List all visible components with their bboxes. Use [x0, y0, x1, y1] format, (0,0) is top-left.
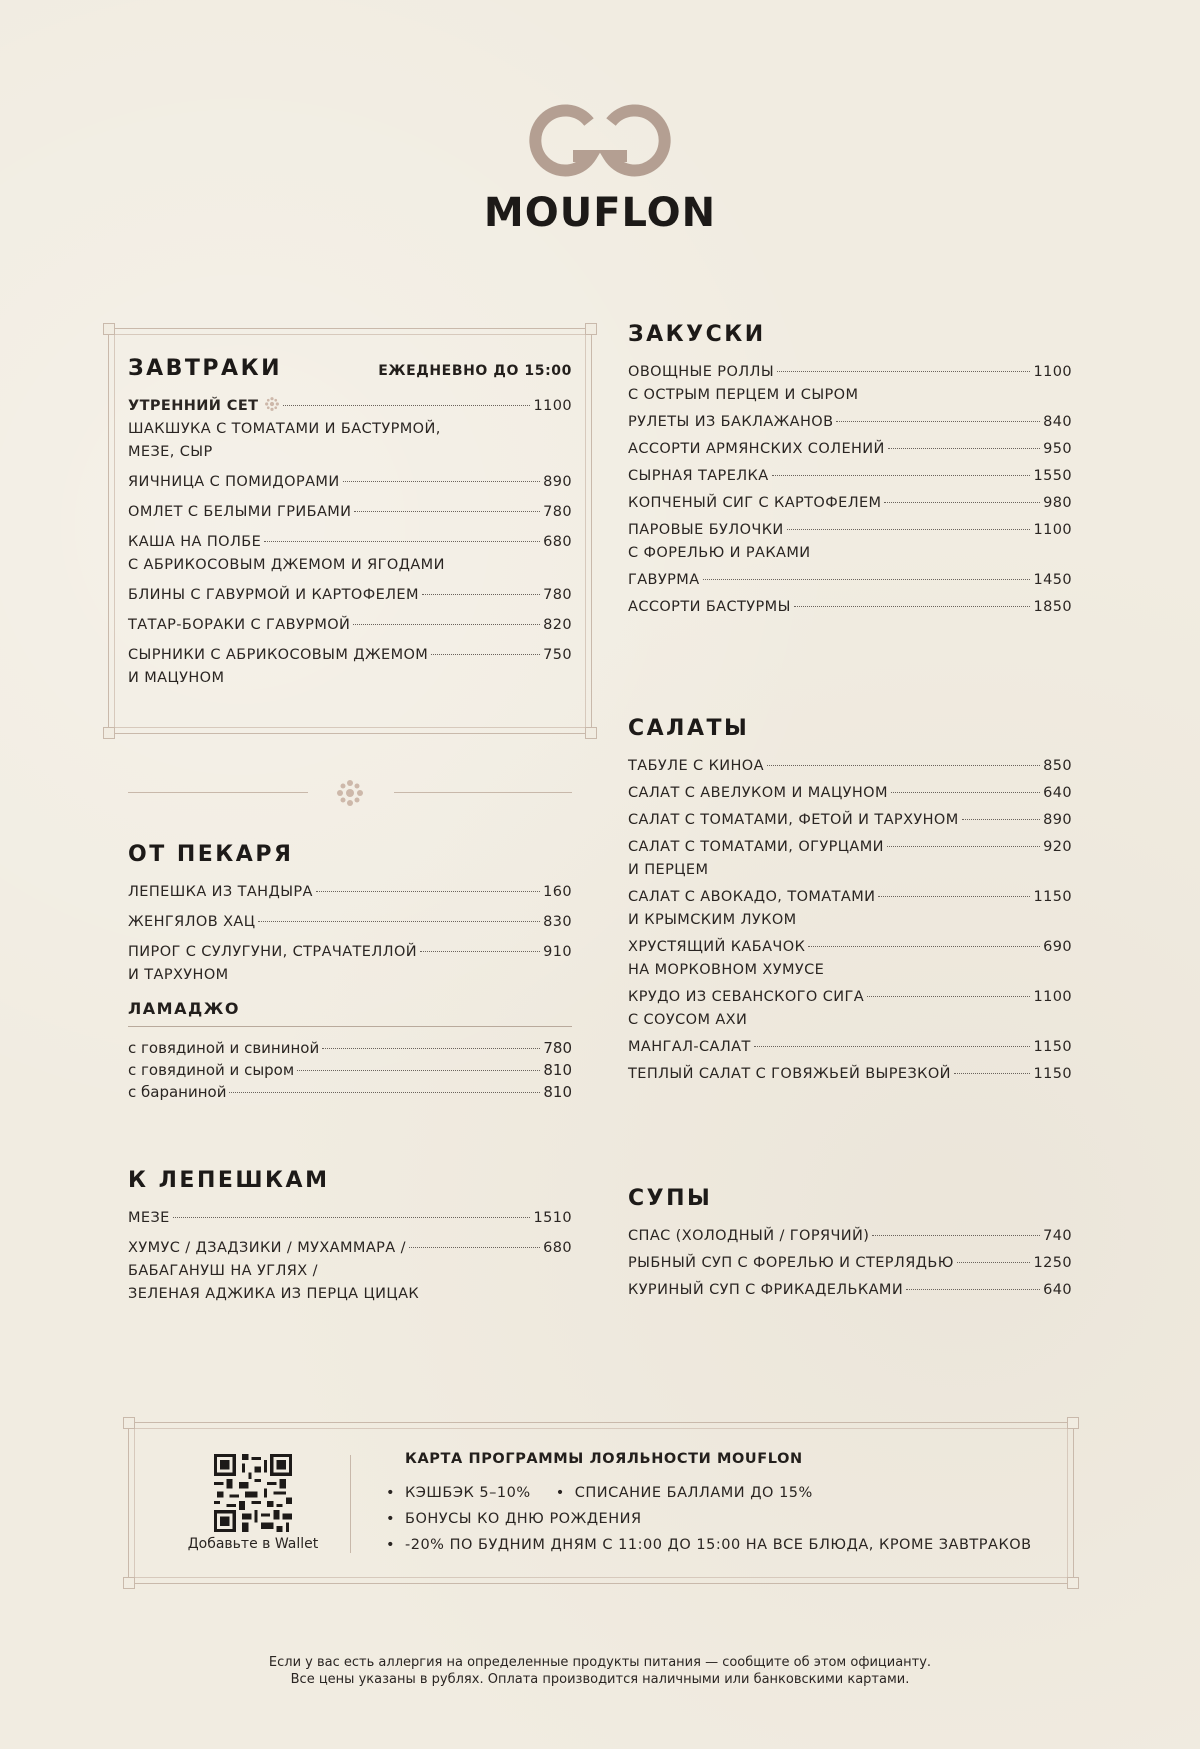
menu-item-name: ТАТАР-БОРАКИ С ГАВУРМОЙ [128, 617, 351, 633]
loyalty-line-3: • -20% ПО БУДНИМ ДНЯМ С 11:00 ДО 15:00 НА ВСЕ БЛЮДА, КРОМЕ ЗАВТРАКОВ [386, 1537, 1032, 1553]
menu-item-price: 910 [543, 944, 572, 960]
menu-item-price: 160 [543, 884, 572, 900]
menu-item-name: ЖЕНГЯЛОВ ХАЦ [128, 914, 256, 930]
menu-item-description: С ОСТРЫМ ПЕРЦЕМ И СЫРОМ [628, 387, 859, 403]
menu-item-name: ХРУСТЯЩИЙ КАБАЧОК [628, 939, 806, 955]
menu-item-name: с говядиной и свининой [128, 1039, 320, 1057]
menu-item-price: 740 [1043, 1228, 1072, 1244]
menu-item [128, 471, 572, 494]
menu-item-description: НА МОРКОВНОМ ХУМУСЕ [628, 962, 825, 978]
menu-item-price: 1850 [1033, 599, 1072, 615]
add-to-wallet-label[interactable]: Добавьте в Wallet [187, 1536, 319, 1552]
menu-item-price: 840 [1043, 414, 1072, 430]
menu-item-price: 1150 [1033, 889, 1072, 905]
menu-item-name: СПАС (ХОЛОДНЫЙ / ГОРЯЧИЙ) [628, 1228, 870, 1244]
menu-item-price: 1100 [1033, 522, 1072, 538]
menu-item-price: 890 [543, 474, 572, 490]
menu-item-price: 1450 [1033, 572, 1072, 588]
menu-item-price: 690 [1043, 939, 1072, 955]
menu-item [628, 755, 1072, 778]
lamajo-item [128, 1081, 572, 1103]
loyalty-divider [350, 1455, 351, 1553]
menu-item-name: с говядиной и сыром [128, 1061, 295, 1079]
menu-item-name: ТЕПЛЫЙ САЛАТ С ГОВЯЖЬЕЙ ВЫРЕЗКОЙ [628, 1066, 951, 1082]
menu-item-name: РУЛЕТЫ ИЗ БАКЛАЖАНОВ [628, 414, 834, 430]
menu-item-name: МЕЗЕ [128, 1210, 170, 1226]
menu-item-name: УТРЕННИЙ СЕТ [128, 398, 259, 414]
starters-title: ЗАКУСКИ [628, 322, 766, 347]
menu-item [628, 986, 1072, 1032]
dot-leader [884, 501, 1040, 503]
menu-item-price: 1550 [1033, 468, 1072, 484]
dot-leader [258, 920, 540, 922]
dot-leader [954, 1072, 1031, 1074]
menu-item-price: 780 [543, 587, 572, 603]
dot-leader [794, 605, 1031, 607]
footer-notice [0, 1654, 1200, 1688]
brand-name: MOUFLON [483, 190, 717, 236]
dot-leader [409, 1246, 540, 1248]
menu-item-price: 1100 [533, 398, 572, 414]
bakery-section [128, 842, 572, 1103]
menu-item-description: И ПЕРЦЕМ [628, 862, 709, 878]
menu-item-name: ЯИЧНИЦА С ПОМИДОРАМИ [128, 474, 340, 490]
dot-leader [787, 528, 1031, 530]
menu-item [128, 1207, 572, 1230]
menu-item [628, 936, 1072, 982]
menu-item [628, 596, 1072, 619]
dot-leader [264, 540, 540, 542]
menu-item-name: МАНГАЛ-САЛАТ [628, 1039, 751, 1055]
menu-item-name: АССОРТИ АРМЯНСКИХ СОЛЕНИЙ [628, 441, 885, 457]
menu-item [628, 361, 1072, 407]
menu-item-name: ХУМУС / ДЗАДЗИКИ / МУХАММАРА / [128, 1240, 406, 1256]
menu-item [128, 1237, 572, 1306]
loyalty-line-2: • БОНУСЫ КО ДНЮ РОЖДЕНИЯ [386, 1511, 642, 1527]
menu-item-price: 780 [543, 1039, 572, 1057]
menu-item-price: 1150 [1033, 1066, 1072, 1082]
dot-leader [962, 818, 1040, 820]
menu-item-price: 890 [1043, 812, 1072, 828]
menu-item-price: 680 [543, 534, 572, 550]
menu-item-name: с бараниной [128, 1083, 227, 1101]
menu-item-price: 780 [543, 504, 572, 520]
menu-item-name: КУРИНЫЙ СУП С ФРИКАДЕЛЬКАМИ [628, 1282, 904, 1298]
lamajo-title: ЛАМАДЖО [128, 999, 572, 1027]
menu-item [628, 809, 1072, 832]
soups-section [628, 1186, 1072, 1306]
menu-item-name: ПАРОВЫЕ БУЛОЧКИ [628, 522, 784, 538]
menu-item [128, 911, 572, 934]
menu-item-price: 850 [1043, 758, 1072, 774]
dot-leader [431, 653, 540, 655]
flatbread-section [128, 1168, 572, 1313]
breakfast-schedule: ЕЖЕДНЕВНО ДО 15:00 [378, 363, 572, 379]
menu-item [628, 465, 1072, 488]
dot-leader [703, 578, 1031, 580]
menu-item-name: ГАВУРМА [628, 572, 700, 588]
ornament-divider [128, 778, 572, 808]
dot-leader [283, 404, 530, 406]
menu-item-description: С ФОРЕЛЬЮ И РАКАМИ [628, 545, 811, 561]
menu-item-name: РЫБНЫЙ СУП С ФОРЕЛЬЮ И СТЕРЛЯДЬЮ [628, 1255, 954, 1271]
menu-item-price: 810 [543, 1083, 572, 1101]
dot-leader [872, 1234, 1040, 1236]
menu-item-description: С АБРИКОСОВЫМ ДЖЕМОМ И ЯГОДАМИ [128, 557, 445, 573]
menu-item-price: 920 [1043, 839, 1072, 855]
menu-item-name: ЛЕПЕШКА ИЗ ТАНДЫРА [128, 884, 313, 900]
dot-leader [767, 764, 1040, 766]
menu-item-price: 980 [1043, 495, 1072, 511]
dot-leader [297, 1069, 540, 1071]
menu-item [628, 1252, 1072, 1275]
menu-item [128, 881, 572, 904]
menu-item-description: БАБАГАНУШ НА УГЛЯХ / [128, 1263, 318, 1279]
menu-item-name: КРУДО ИЗ СЕВАНСКОГО СИГА [628, 989, 865, 1005]
menu-item-name: САЛАТ С ТОМАТАМИ, ОГУРЦАМИ [628, 839, 884, 855]
dot-leader [173, 1216, 531, 1218]
menu-item-description: И МАЦУНОМ [128, 670, 225, 686]
dot-leader [888, 447, 1040, 449]
menu-item [628, 782, 1072, 805]
dot-leader [772, 474, 1031, 476]
menu-item [628, 438, 1072, 461]
flatbread-title: К ЛЕПЕШКАМ [128, 1168, 330, 1193]
menu-item [628, 1063, 1072, 1086]
menu-item-price: 950 [1043, 441, 1072, 457]
menu-item [128, 941, 572, 987]
lamajo-item [128, 1059, 572, 1081]
menu-item-price: 820 [543, 617, 572, 633]
breakfast-section [128, 356, 572, 697]
menu-item-price: 1250 [1033, 1255, 1072, 1271]
dot-leader [808, 945, 1040, 947]
menu-item-name: САЛАТ С АВЕЛУКОМ И МАЦУНОМ [628, 785, 888, 801]
menu-item-price: 1150 [1033, 1039, 1072, 1055]
menu-item-price: 1100 [1033, 989, 1072, 1005]
dot-leader [354, 510, 540, 512]
menu-item-name: СЫРНИКИ С АБРИКОСОВЫМ ДЖЕМОМ [128, 647, 429, 663]
dot-leader [353, 623, 540, 625]
menu-item [628, 519, 1072, 565]
dot-leader [754, 1045, 1031, 1047]
dot-leader [887, 845, 1040, 847]
menu-item [128, 584, 572, 607]
salads-title: САЛАТЫ [628, 716, 750, 741]
dot-leader [343, 480, 541, 482]
menu-item [128, 644, 572, 690]
menu-item-name: ТАБУЛЕ С КИНОА [628, 758, 764, 774]
dot-leader [420, 950, 540, 952]
menu-item-description: МЕЗЕ, СЫР [128, 444, 213, 460]
dot-leader [322, 1047, 540, 1049]
menu-item-price: 750 [543, 647, 572, 663]
menu-item-name: БЛИНЫ С ГАВУРМОЙ И КАРТОФЕЛЕМ [128, 587, 419, 603]
soups-title: СУПЫ [628, 1186, 713, 1211]
menu-item-name: ПИРОГ С СУЛУГУНИ, СТРАЧАТЕЛЛОЙ [128, 944, 418, 960]
starters-section [628, 322, 1072, 623]
menu-item-price: 680 [543, 1240, 572, 1256]
menu-item [128, 531, 572, 577]
menu-item [628, 836, 1072, 882]
dot-leader [316, 890, 540, 892]
lamajo-item [128, 1037, 572, 1059]
dot-leader [422, 593, 540, 595]
menu-item-price: 640 [1043, 785, 1072, 801]
ornament-icon [335, 778, 365, 808]
menu-item [128, 614, 572, 637]
dot-leader [836, 420, 1040, 422]
menu-item-price: 640 [1043, 1282, 1072, 1298]
menu-item-name: КОПЧЕНЫЙ СИГ С КАРТОФЕЛЕМ [628, 495, 882, 511]
menu-item-name: ОМЛЕТ С БЕЛЫМИ ГРИБАМИ [128, 504, 352, 520]
footer-payment: Все цены указаны в рублях. Оплата производится наличными или банковскими картами. [290, 1672, 910, 1687]
menu-item-name: КАША НА ПОЛБЕ [128, 534, 262, 550]
bakery-title: ОТ ПЕКАРЯ [128, 842, 294, 867]
menu-item-price: 1100 [1033, 364, 1072, 380]
double-loop-logo-icon [525, 102, 675, 180]
menu-item [128, 395, 572, 464]
menu-item [628, 411, 1072, 434]
dot-leader [906, 1288, 1040, 1290]
menu-item-description: И КРЫМСКИМ ЛУКОМ [628, 912, 797, 928]
menu-item-description: С СОУСОМ АХИ [628, 1012, 748, 1028]
menu-item [628, 492, 1072, 515]
menu-item-price: 810 [543, 1061, 572, 1079]
menu-item-name: СЫРНАЯ ТАРЕЛКА [628, 468, 769, 484]
menu-item [628, 1279, 1072, 1302]
menu-item-description: ЗЕЛЕНАЯ АДЖИКА ИЗ ПЕРЦА ЦИЦАК [128, 1286, 420, 1302]
menu-item-description: ШАКШУКА С ТОМАТАМИ И БАСТУРМОЙ, [128, 421, 441, 437]
menu-item [628, 569, 1072, 592]
qr-code-icon[interactable] [214, 1454, 292, 1532]
dot-leader [229, 1091, 540, 1093]
menu-item-name: АССОРТИ БАСТУРМЫ [628, 599, 791, 615]
menu-item-description: И ТАРХУНОМ [128, 967, 229, 983]
menu-item-name: САЛАТ С АВОКАДО, ТОМАТАМИ [628, 889, 876, 905]
menu-item-price: 830 [543, 914, 572, 930]
dot-leader [957, 1261, 1031, 1263]
loyalty-line-1: • КЭШБЭК 5–10% • СПИСАНИЕ БАЛЛАМИ ДО 15% [386, 1485, 813, 1501]
menu-item [128, 501, 572, 524]
dot-leader [777, 370, 1030, 372]
menu-item [628, 886, 1072, 932]
dot-leader [867, 995, 1030, 997]
menu-item-price: 1510 [533, 1210, 572, 1226]
salads-section [628, 716, 1072, 1090]
menu-item [628, 1225, 1072, 1248]
ornament-icon [258, 395, 280, 418]
menu-item [628, 1036, 1072, 1059]
menu-item-name: САЛАТ С ТОМАТАМИ, ФЕТОЙ И ТАРХУНОМ [628, 812, 959, 828]
brand-logo [0, 102, 1200, 180]
breakfast-title: ЗАВТРАКИ [128, 356, 282, 381]
dot-leader [878, 895, 1030, 897]
footer-allergy: Если у вас есть аллергия на определенные продукты питания — сообщите об этом официанту. [268, 1655, 932, 1670]
dot-leader [891, 791, 1040, 793]
loyalty-title: КАРТА ПРОГРАММЫ ЛОЯЛЬНОСТИ MOUFLON [405, 1451, 803, 1467]
menu-item-name: ОВОЩНЫЕ РОЛЛЫ [628, 364, 775, 380]
